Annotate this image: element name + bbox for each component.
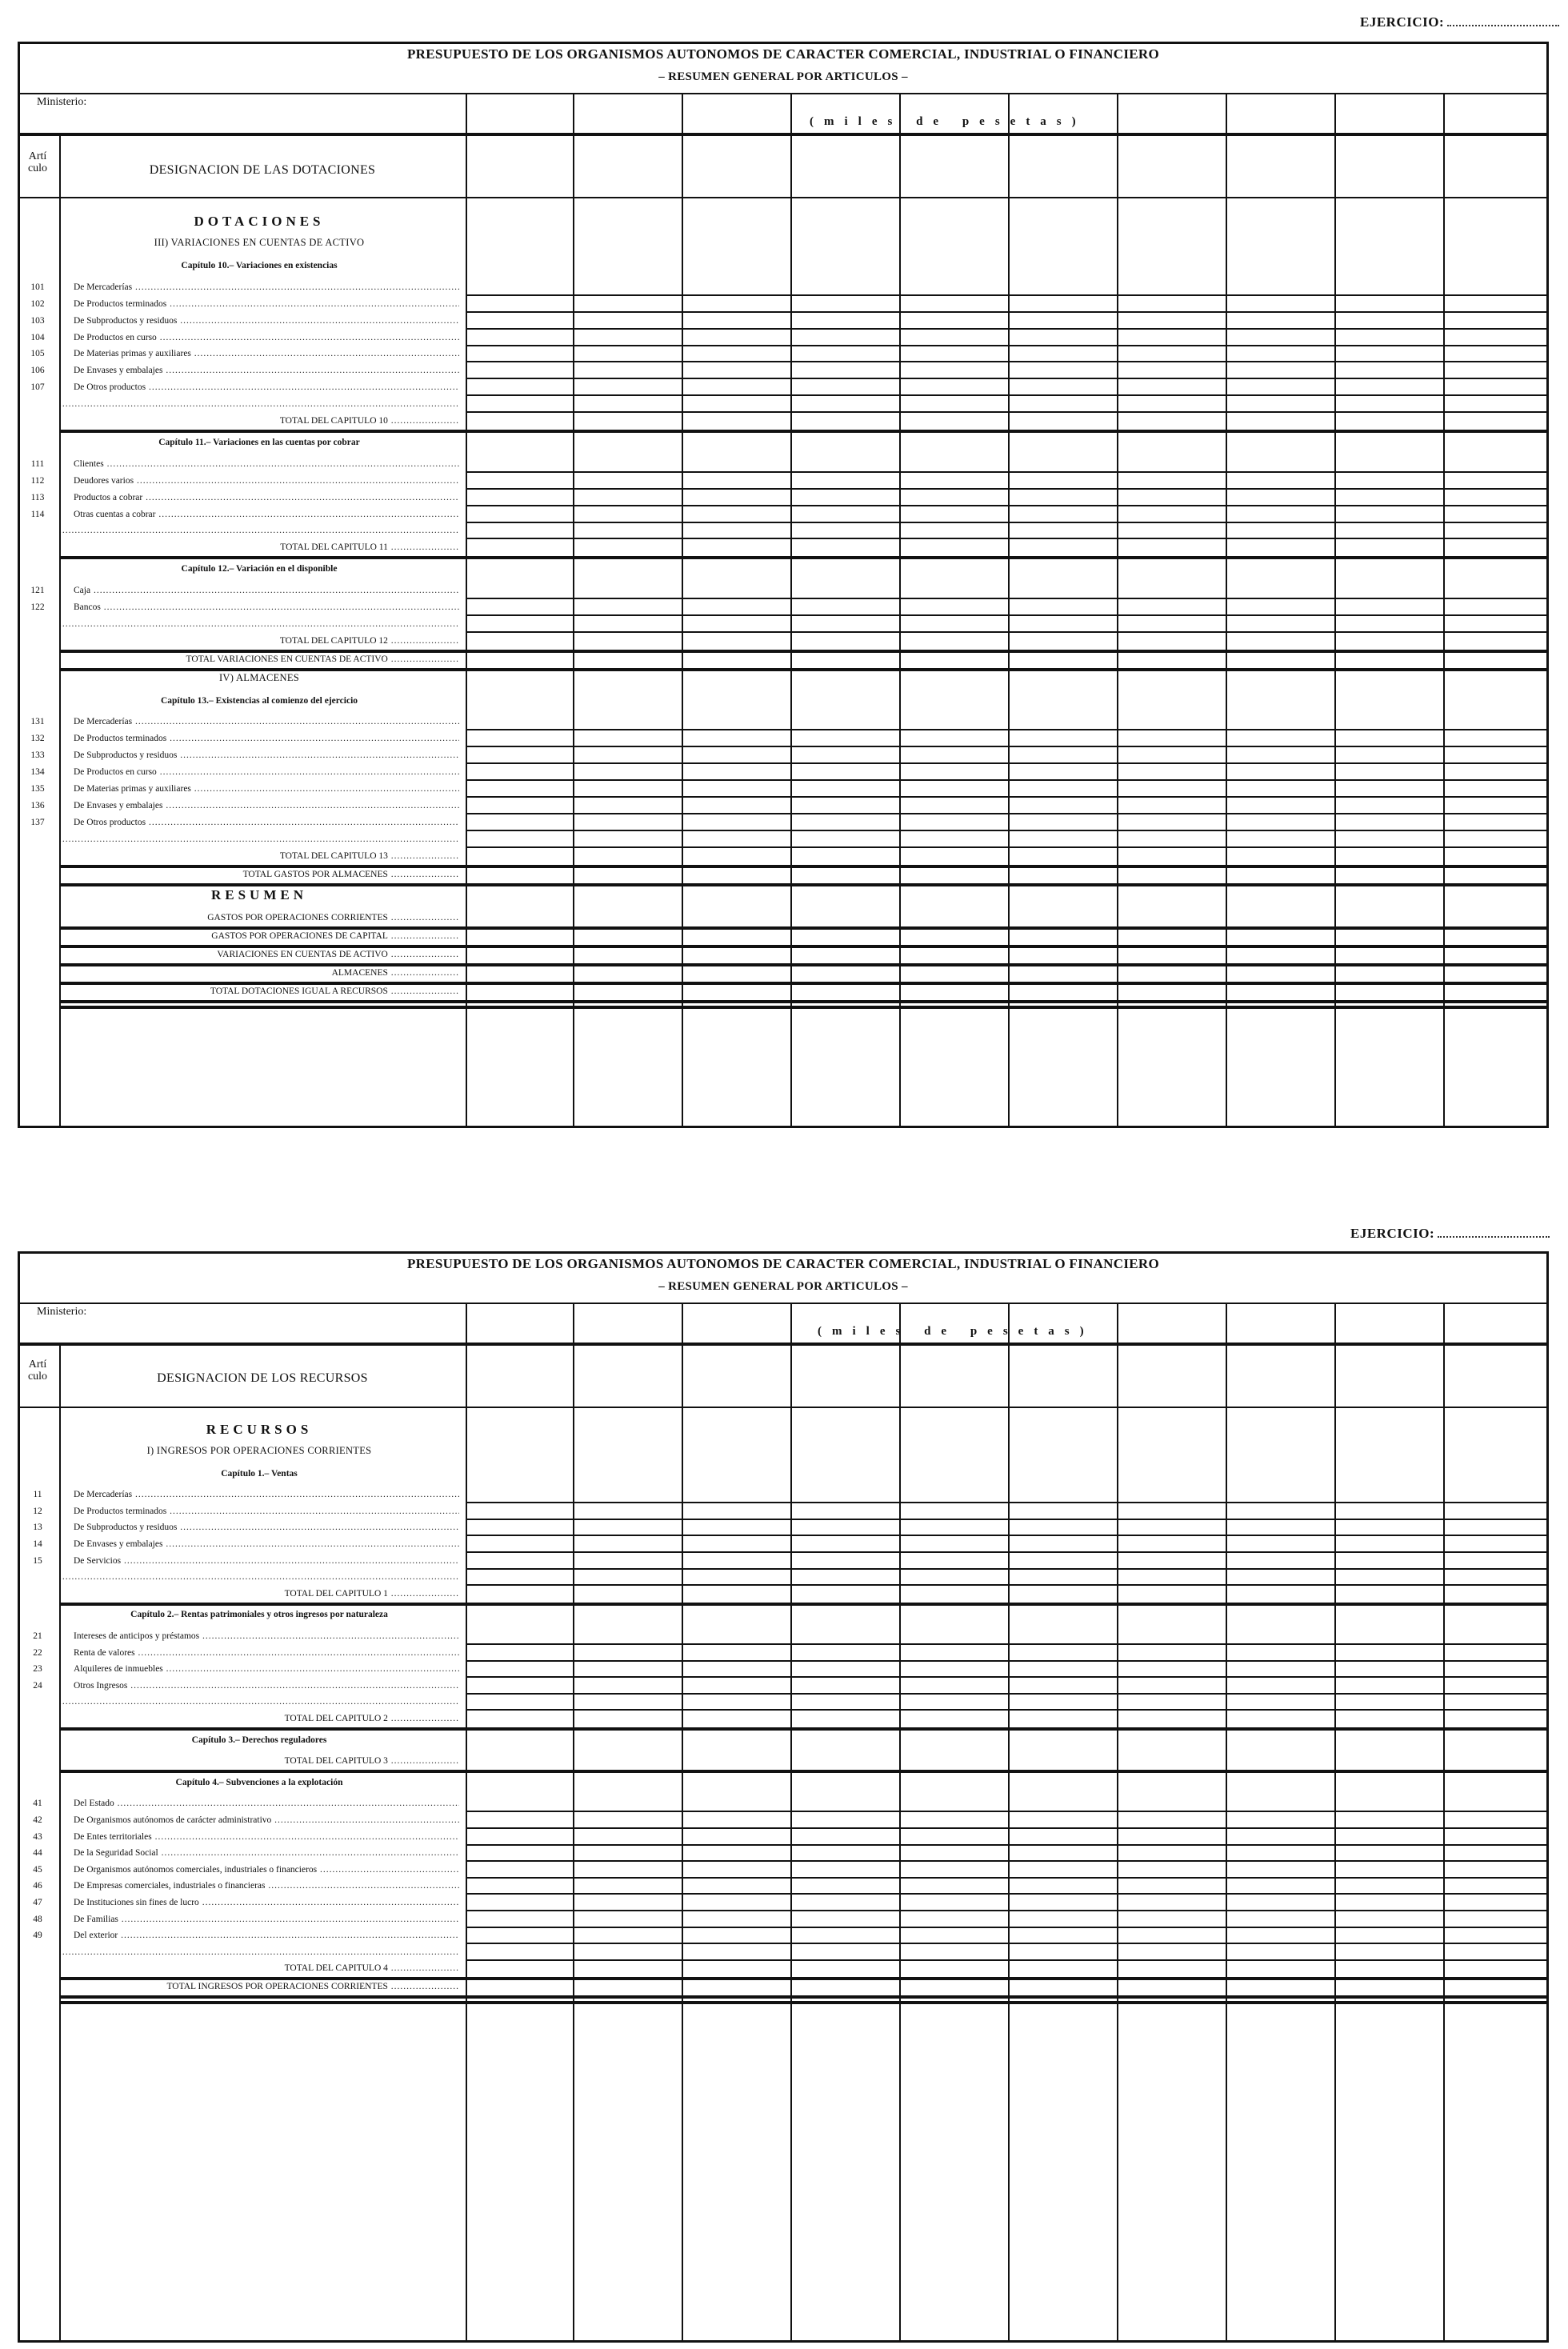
articulo-code: 23 [33,1664,42,1675]
row-rule [466,488,1549,490]
budget-line-row [18,1813,466,1827]
budget-line-label: De Subproductos y residuos ..... [74,748,459,762]
articulo-code: 133 [30,750,45,761]
blank-row-dots [59,1945,459,1959]
row-rule [466,1502,1549,1503]
articulo-code: 131 [30,717,45,727]
col-designacion-header: DESIGNACION DE LOS RECURSOS [157,1371,368,1385]
amount-column-divider [1117,93,1118,1128]
row-rule [466,1584,1549,1586]
articulo-code: 103 [30,315,45,326]
chapter-heading-text: Capítulo 10.– Variaciones en existencias [181,260,338,270]
blank-row-dots [59,397,459,411]
budget-line-label: De Empresas comerciales, industriales o financieras ..... [74,1879,459,1893]
section-title-text: IV) ALMACENES [218,671,300,683]
budget-line-row [18,380,466,394]
row-rule [466,1568,1549,1570]
articulo-code: 101 [30,282,45,292]
budget-line-label: De Productos en curso ..... [74,330,459,345]
total-row [18,966,466,980]
amount-column-divider [1334,93,1336,1128]
budget-line-label: De Productos en curso ..... [74,765,459,779]
budget-line-row [18,474,466,488]
budget-line-row [18,1662,466,1676]
amount-column-divider [466,93,467,1128]
row-rule [466,345,1549,346]
total-row [18,414,466,428]
budget-line-row [18,600,466,614]
budget-line-label: De Otros productos ..... [74,380,459,394]
total-row-label: TOTAL GASTOS POR ALMACENES ..... [59,867,459,882]
budget-line-label: De Instituciones sin fines de lucro ..... [74,1895,459,1910]
chapter-heading [18,1733,466,1747]
resumen-heading-text: RESUMEN [210,887,307,903]
row-rule [466,1893,1549,1895]
budget-line-row [18,507,466,522]
row-rule [466,1910,1549,1911]
articulo-code: 102 [30,298,45,309]
budget-line-row [18,280,466,294]
total-row [18,652,466,666]
row-rule [466,1693,1549,1695]
budget-line-row [18,297,466,311]
total-row [18,984,466,998]
budget-line-row [18,815,466,830]
total-row [18,910,466,925]
row-rule [466,746,1549,747]
row-rule [466,361,1549,362]
blank-row [18,523,466,538]
row-rule [466,1844,1549,1846]
articulo-code: 42 [33,1815,42,1825]
budget-line-label: De Materias primas y auxiliares ..... [74,782,459,796]
budget-line-label: De Subproductos y residuos ..... [74,1520,459,1535]
total-row [18,540,466,554]
budget-form-recursos [18,1251,1549,2343]
articulo-code: 135 [30,784,45,794]
blank-row [18,1570,466,1584]
chapter-heading [18,435,466,450]
articulo-code: 11 [33,1490,42,1500]
ministerio-label: Ministerio: [37,1306,87,1318]
amount-column-divider [573,93,574,1128]
articulo-code: 45 [33,1864,42,1875]
articulo-code: 105 [30,349,45,359]
blank-row-dots [59,617,459,631]
section-heading-text: DOTACIONES [194,214,325,229]
budget-line-row [18,1646,466,1660]
articulo-code: 112 [30,475,45,486]
ministerio-label: Ministerio: [37,96,87,108]
articulo-code: 106 [30,366,45,376]
articulo-code: 104 [30,332,45,342]
total-rule [59,1000,1549,1003]
articulo-code: 113 [30,492,45,502]
section-title [18,670,466,685]
budget-line-row [18,490,466,505]
total-row-label: TOTAL DEL CAPITULO 4 ..... [59,1961,459,1975]
budget-line-label: Del Estado ..... [74,1796,459,1811]
amount-column-divider [1334,1303,1336,2343]
total-row-label: TOTAL DEL CAPITULO 2 ..... [59,1711,459,1726]
form-subtitle: – RESUMEN GENERAL POR ARTICULOS – [658,70,908,83]
total-row-label: TOTAL DEL CAPITULO 12 ..... [59,634,459,648]
section-heading [18,1419,466,1440]
budget-line-label: De Envases y embalajes ..... [74,798,459,813]
row-rule [466,522,1549,523]
row-rule [466,394,1549,396]
budget-line-row [18,457,466,471]
total-row [18,1587,466,1601]
header-rule [18,133,1549,136]
amount-column-divider [573,1303,574,2343]
budget-line-row [18,714,466,729]
budget-line-row [18,748,466,762]
total-row-label: TOTAL VARIACIONES EN CUENTAS DE ACTIVO ..... [59,652,459,666]
articulo-code: 12 [33,1506,42,1516]
blank-row [18,1945,466,1959]
row-rule [466,813,1549,814]
budget-line-label: De Productos terminados ..... [74,731,459,746]
total-row [18,849,466,863]
chapter-heading [18,1775,466,1790]
budget-line-row [18,363,466,378]
form-subtitle: – RESUMEN GENERAL POR ARTICULOS – [658,1280,908,1293]
blank-row-dots [59,832,459,846]
budget-line-label: De Productos terminados ..... [74,297,459,311]
chapter-heading-text: Capítulo 3.– Derechos reguladores [191,1735,327,1745]
budget-line-label: De Envases y embalajes ..... [74,1537,459,1551]
articulo-code: 21 [33,1631,42,1641]
row-rule [466,1535,1549,1536]
budget-line-label: Clientes ..... [74,457,459,471]
budget-line-row [18,765,466,779]
rule [18,93,1549,94]
resumen-heading [18,885,466,906]
total-row [18,1711,466,1726]
articulo-code: 13 [33,1523,42,1533]
budget-line-row [18,346,466,361]
units-label: (miles de pesetas) [810,115,1086,128]
row-rule [466,1827,1549,1829]
amount-column-divider [790,93,792,1128]
row-rule [466,598,1549,599]
total-row-label: TOTAL INGRESOS POR OPERACIONES CORRIENTES ..... [59,1979,459,1994]
budget-line-label: De Mercaderías ..... [74,714,459,729]
budget-line-row [18,1487,466,1502]
col-designacion-header: DESIGNACION DE LAS DOTACIONES [149,163,376,177]
chapter-heading [18,562,466,576]
amount-column-divider [1008,1303,1010,2343]
amount-column-divider [790,1303,792,2343]
total-row [18,947,466,962]
row-rule [466,1519,1549,1520]
ejercicio-label [1350,1226,1550,1242]
row-rule [466,762,1549,764]
articulo-code: 137 [30,817,45,827]
budget-line-label: De la Seguridad Social ..... [74,1846,459,1860]
form-title: PRESUPUESTO DE LOS ORGANISMOS AUTONOMOS DE CARACTER COMERCIAL, INDUSTRIAL O FINANCIERO [406,46,1159,62]
total-rule [59,430,1549,433]
blank-row [18,617,466,631]
amount-column-divider [1117,1303,1118,2343]
row-rule [466,294,1549,296]
budget-line-row [18,1863,466,1877]
header-bottom-rule [18,1407,1549,1408]
row-rule [466,378,1549,379]
articulo-code: 47 [33,1898,42,1907]
section-title-text: III) VARIACIONES EN CUENTAS DE ACTIVO [154,237,365,248]
budget-line-label: Deudores varios ..... [74,474,459,488]
budget-line-label: Alquileres de inmuebles ..... [74,1662,459,1676]
budget-line-label: De Productos terminados ..... [74,1504,459,1519]
ejercicio-field[interactable] [1438,1236,1550,1238]
section-heading-text: RECURSOS [206,1422,313,1437]
chapter-heading-text: Capítulo 13.– Existencias al comienzo del ejercicio [160,695,358,706]
chapter-heading-text: Capítulo 1.– Ventas [221,1468,298,1479]
articulo-code: 41 [33,1799,42,1809]
budget-line-row [18,1879,466,1893]
row-rule [466,1943,1549,1944]
row-rule [466,614,1549,616]
budget-line-row [18,1554,466,1568]
total-row-label: VARIACIONES EN CUENTAS DE ACTIVO ..... [59,947,459,962]
total-row-label: ALMACENES ..... [59,966,459,980]
articulo-code: 24 [33,1680,42,1691]
total-row-label: TOTAL DEL CAPITULO 10 ..... [59,414,459,428]
header-bottom-rule [18,197,1549,198]
budget-line-row [18,782,466,796]
budget-line-label: Del exterior ..... [74,1928,459,1943]
total-row-label: TOTAL DOTACIONES IGUAL A RECURSOS ..... [59,984,459,998]
amount-column-divider [682,1303,683,2343]
budget-line-label: De Subproductos y residuos ..... [74,314,459,328]
row-rule [466,796,1549,798]
total-rule [59,1995,1549,1999]
articulo-code: 122 [30,602,45,612]
row-rule [466,1811,1549,1812]
articulo-code: 22 [33,1647,42,1658]
articulo-code: 49 [33,1931,42,1941]
budget-line-row [18,314,466,328]
amount-column-divider [1008,93,1010,1128]
articulo-code: 121 [30,586,45,596]
row-rule [466,538,1549,539]
budget-line-label: Intereses de anticipos y préstamos ..... [74,1629,459,1643]
form-title: PRESUPUESTO DE LOS ORGANISMOS AUTONOMOS DE CARACTER COMERCIAL, INDUSTRIAL O FINANCIERO [406,1256,1159,1271]
budget-line-row [18,1520,466,1535]
row-rule [466,729,1549,730]
total-row-label: TOTAL DEL CAPITULO 1 ..... [59,1587,459,1601]
amount-column-divider [1226,93,1227,1128]
amount-column-divider [1443,1303,1445,2343]
chapter-heading-text: Capítulo 11.– Variaciones en las cuentas por cobrar [158,437,360,447]
total-row [18,634,466,648]
articulo-code: 132 [30,734,45,744]
budget-line-label: De Entes territoriales ..... [74,1830,459,1844]
total-row-label: TOTAL DEL CAPITULO 3 ..... [59,1754,459,1768]
budget-form-dotaciones [18,42,1549,1128]
section-title [18,235,466,250]
row-rule [466,411,1549,413]
blank-row-dots [59,523,459,538]
col-articulo-header: Artí culo [27,150,48,174]
section-title [18,1443,466,1458]
budget-line-row [18,1629,466,1643]
row-rule [466,1959,1549,1961]
row-rule [466,471,1549,473]
budget-line-row [18,731,466,746]
total-row [18,1961,466,1975]
row-rule [466,779,1549,781]
amount-column-divider [1226,1303,1227,2343]
amount-column-divider [899,93,901,1128]
ejercicio-field[interactable] [1447,25,1559,26]
grid-end-rule [59,1006,1549,1009]
total-rule [59,1770,1549,1773]
section-heading [18,211,466,232]
total-row [18,1979,466,1994]
budget-line-row [18,798,466,813]
chapter-heading-text: Capítulo 4.– Subvenciones a la explotación [175,1777,343,1787]
row-rule [466,830,1549,831]
row-rule [466,311,1549,313]
amount-column-divider [466,1303,467,2343]
budget-line-label: Otras cuentas a cobrar ..... [74,507,459,522]
budget-line-row [18,1830,466,1844]
rule [18,1303,1549,1304]
budget-line-row [18,1504,466,1519]
chapter-heading [18,258,466,273]
row-rule [466,1676,1549,1678]
total-row [18,929,466,943]
budget-line-row [18,1537,466,1551]
articulo-code: 114 [30,509,45,519]
budget-line-row [18,1796,466,1811]
budget-line-row [18,1846,466,1860]
chapter-heading [18,1607,466,1622]
row-rule [466,631,1549,633]
units-label: (miles de pesetas) [818,1325,1094,1338]
budget-line-label: Bancos ..... [74,600,459,614]
budget-line-label: De Envases y embalajes ..... [74,363,459,378]
budget-line-row [18,1912,466,1927]
section-title-text: I) INGRESOS POR OPERACIONES CORRIENTES [146,1445,372,1456]
budget-line-label: De Organismos autónomos de carácter administrativo ..... [74,1813,459,1827]
budget-line-row [18,583,466,598]
header-rule [18,1343,1549,1346]
budget-line-label: De Mercaderías ..... [74,280,459,294]
articulo-code: 43 [33,1831,42,1842]
ejercicio-label [1360,14,1559,30]
row-rule [466,1643,1549,1645]
total-row [18,867,466,882]
row-rule [466,846,1549,848]
blank-row [18,1695,466,1709]
articulo-code: 44 [33,1848,42,1859]
budget-line-label: De Otros productos ..... [74,815,459,830]
amount-column-divider [899,1303,901,2343]
row-rule [466,1860,1549,1862]
row-rule [466,1877,1549,1879]
budget-line-row [18,330,466,345]
amount-column-divider [1443,93,1445,1128]
articulo-code: 111 [30,458,45,469]
blank-row-dots [59,1695,459,1709]
chapter-heading [18,1467,466,1481]
budget-line-label: De Servicios ..... [74,1554,459,1568]
articulo-code: 46 [33,1881,42,1891]
articulo-code: 15 [33,1555,42,1566]
budget-line-label: De Organismos autónomos comerciales, industriales o financieros ..... [74,1863,459,1877]
budget-line-row [18,1928,466,1943]
budget-line-label: Otros Ingresos ..... [74,1679,459,1693]
grid-end-rule [59,2001,1549,2004]
budget-line-label: De Materias primas y auxiliares ..... [74,346,459,361]
budget-line-label: Renta de valores ..... [74,1646,459,1660]
total-row-label: TOTAL DEL CAPITULO 11 ..... [59,540,459,554]
budget-line-row [18,1679,466,1693]
total-row-label: TOTAL DEL CAPITULO 13 ..... [59,849,459,863]
amount-column-divider [682,93,683,1128]
articulo-code: 136 [30,800,45,810]
blank-row [18,832,466,846]
row-rule [466,1551,1549,1553]
blank-row [18,397,466,411]
row-rule [466,505,1549,506]
budget-line-row [18,1895,466,1910]
articulo-code: 48 [33,1914,42,1924]
total-rule [59,1603,1549,1606]
articulo-code: 134 [30,767,45,778]
row-rule [466,1927,1549,1928]
articulo-code: 14 [33,1539,42,1549]
chapter-heading-text: Capítulo 2.– Rentas patrimoniales y otros ingresos por naturaleza [130,1610,388,1620]
ejercicio-text: EJERCICIO: [1350,1226,1435,1241]
chapter-heading-text: Capítulo 12.– Variación en el disponible [181,564,338,574]
ejercicio-text: EJERCICIO: [1360,14,1445,30]
budget-line-label: Caja ..... [74,583,459,598]
chapter-heading [18,694,466,708]
total-row-label: GASTOS POR OPERACIONES CORRIENTES ..... [59,910,459,925]
total-rule [59,1727,1549,1731]
blank-row-dots [59,1570,459,1584]
total-row [18,1754,466,1768]
col-articulo-header: Artí culo [27,1359,48,1383]
total-rule [59,556,1549,559]
row-rule [466,1709,1549,1711]
budget-line-label: Productos a cobrar ..... [74,490,459,505]
row-rule [466,328,1549,330]
total-row-label: GASTOS POR OPERACIONES DE CAPITAL ..... [59,929,459,943]
articulo-code: 107 [30,382,45,393]
budget-line-label: De Familias ..... [74,1912,459,1927]
budget-line-label: De Mercaderías ..... [74,1487,459,1502]
row-rule [466,1660,1549,1662]
